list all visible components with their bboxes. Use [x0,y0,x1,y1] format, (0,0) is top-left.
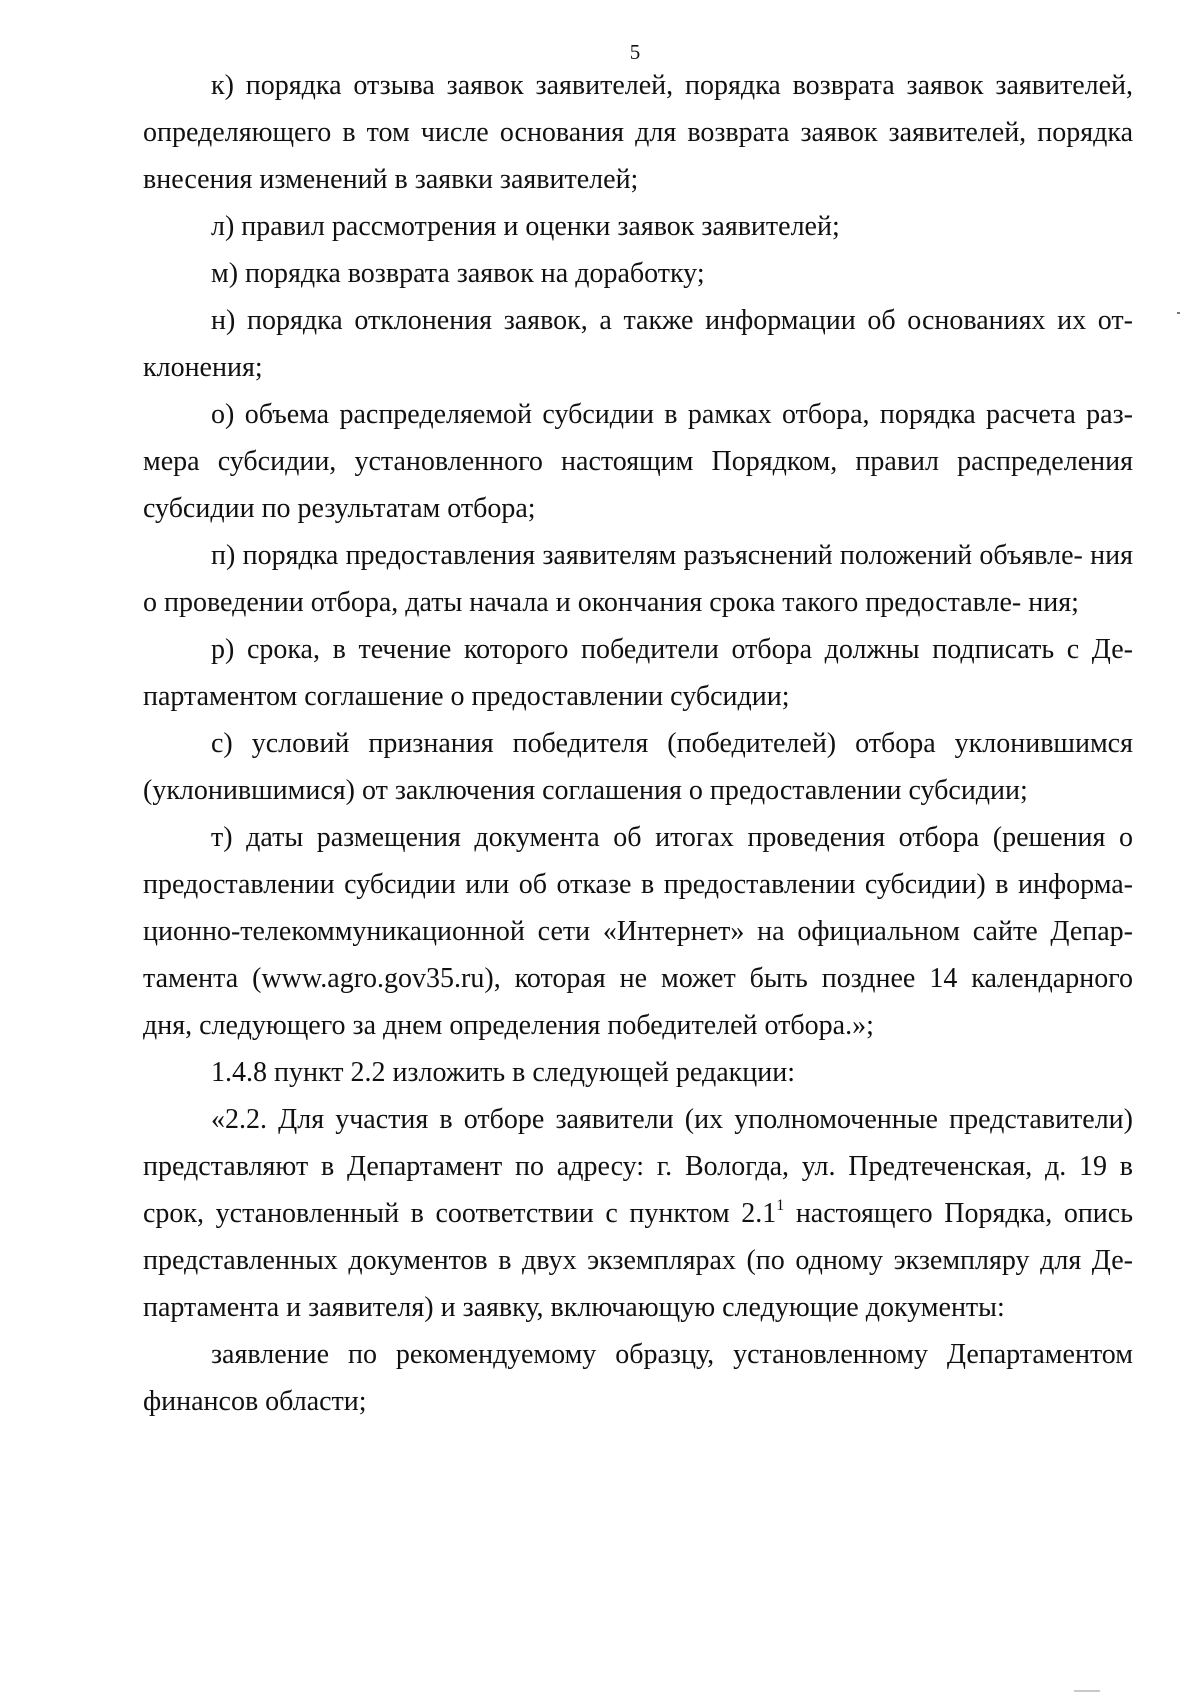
paragraph-k: к) порядка отзыва заявок заявителей, порядка возврата заявок заявителей, определяющего в том числе основания для возврата заявок заявителей, порядка внесения изменений в заявки заявителей; [143,70,1133,195]
page-number: 5 [629,40,641,64]
scan-speck [1177,312,1180,314]
paragraph-2-2-text-start: «2.2. Для участия в отборе заявители (их уполномоченные представители) представляют в Департамент по адресу: г. Вологда, ул. Предтеченская, д. 19 в срок, установленный в соответствии с пунктом 2.1 [143,1104,1133,1229]
superscript-1: 1 [776,1197,785,1214]
paragraph-1-4-8: 1.4.8 пункт 2.2 изложить в следующей редакции: [211,1057,795,1088]
paragraph-2-2 [143,1096,1133,1331]
scan-speck [1074,1690,1100,1692]
paragraph-s: с) условий признания победителя (победителей) отбора уклонившимся (уклонившимися) от заключения соглашения о предоставлении субсидии; [143,728,1133,806]
paragraph-2-2-text-end: настоящего Порядка, опись представленных документов в двух экземплярах (по одному экземпляру для Де- партамента и заявителя) и заявку, включающую следующие документы: [143,1198,1133,1323]
paragraph-l: л) правил рассмотрения и оценки заявок заявителей; [211,211,840,242]
document-body [143,62,1133,1425]
paragraph-r: р) срока, в течение которого победители отбора должны подписать с Де- партаментом соглашение о предоставлении субсидии; [143,634,1133,712]
paragraph-p: п) порядка предоставления заявителям разъяснений положений объявле- ния о проведении отбора, даты начала и окончания срока такого предоставле- ния; [143,540,1133,618]
paragraph-n: н) порядка отклонения заявок, а также информации об основаниях их от- клонения; [143,305,1133,383]
paragraph-t: т) даты размещения документа об итогах проведения отбора (решения о предоставлении субсидии или об отказе в предоставлении субсидии) в информа- ционно-телекоммуникационной сети «Интернет» на официальном сайте Депар- тамента (www.agro.gov35.ru), которая не может быть позднее 14 календарного дня, следующего за днем определения победителей отбора.»; [143,822,1133,1041]
paragraph-o: о) объема распределяемой субсидии в рамках отбора, порядка расчета раз- мера субсидии, установленного настоящим Порядком, правил распределения субсидии по результатам отбора; [143,399,1133,524]
paragraph-m: м) порядка возврата заявок на доработку; [211,258,705,289]
paragraph-application: заявление по рекомендуемому образцу, установленному Департаментом финансов области; [143,1339,1133,1417]
